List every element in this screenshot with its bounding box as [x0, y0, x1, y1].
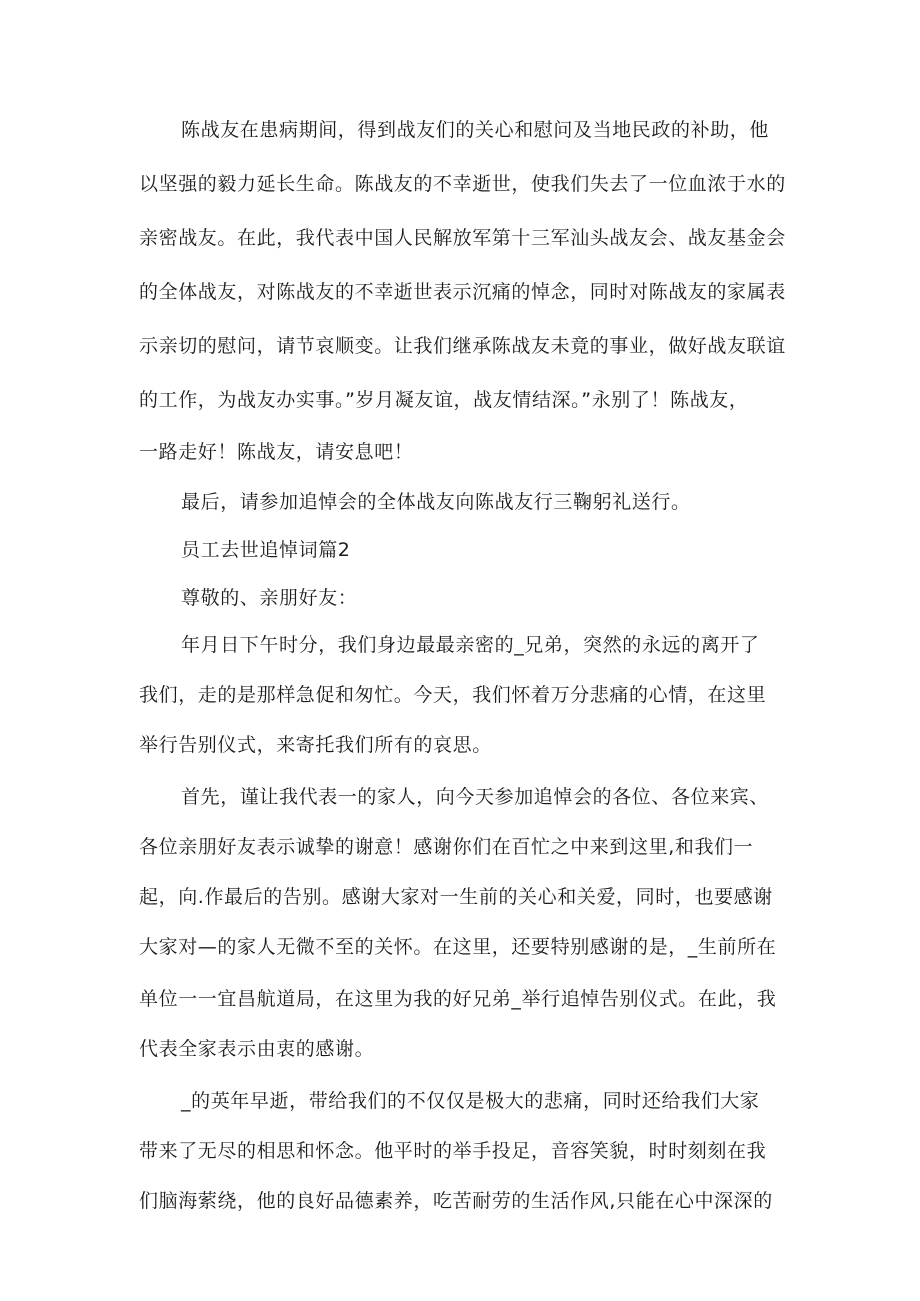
text-line: 起，向.作最后的告别。感谢大家对一生前的关心和关爱，同时，也要感谢 [139, 886, 773, 908]
text-line: 我们，走的是那样急促和匆忙。今天，我们怀着万分悲痛的心情，在这里 [139, 684, 767, 706]
text-line: 年月日下午时分，我们身边最最亲密的_兄弟，突然的永远的离开了 [181, 634, 760, 656]
salutation: 尊敬的、亲朋好友： [181, 587, 358, 609]
text-line: 最后，请参加追悼会的全体战友向陈战友行三鞠躬礼送行。 [181, 491, 691, 513]
text-line: 举行告别仪式，来寄托我们所有的哀思。 [139, 734, 492, 756]
text-line: 带来了无尽的相思和怀念。他平时的举手投足，音容笑貌，时时刻刻在我 [139, 1140, 767, 1162]
text-line: 单位一一宜昌航道局，在这里为我的好兄弟_举行追悼告别仪式。在此，我 [139, 988, 777, 1010]
text-line: 一路走好！陈战友，请安息吧！ [139, 441, 414, 463]
text-line: 代表全家表示由衷的感谢。 [139, 1038, 375, 1060]
section-heading: 员工去世追悼词篇2 [181, 539, 351, 561]
text-line: 首先，谨让我代表一的家人，向今天参加追悼会的各位、各位来宾、 [181, 786, 770, 808]
text-line: 各位亲朋好友表示诚挚的谢意！感谢你们在百忙之中来到这里,和我们一 [139, 836, 754, 858]
text-line: 大家对—的家人无微不至的关怀。在这里，还要特别感谢的是，_生前所在 [139, 936, 777, 958]
text-line: 以坚强的毅力延长生命。陈战友的不幸逝世，使我们失去了一位血浓于水的 [139, 173, 786, 195]
text-line: 的全体战友，对陈战友的不幸逝世表示沉痛的悼念，同时对陈战友的家属表 [139, 281, 786, 303]
text-line: 示亲切的慰问，请节哀顺变。让我们继承陈战友未竟的事业，做好战友联谊 [139, 335, 786, 357]
text-line: 陈战友在患病期间，得到战友们的关心和慰问及当地民政的补助，他 [181, 119, 770, 141]
text-line: _的英年早逝，带给我们的不仅仅是极大的悲痛，同时还给我们大家 [181, 1090, 760, 1112]
text-line: 的工作，为战友办实事。”岁月凝友谊，战友情结深。”永别了！陈战友， [139, 389, 749, 411]
text-line: 亲密战友。在此，我代表中国人民解放军第十三军汕头战友会、战友基金会 [139, 227, 786, 249]
text-line: 们脑海萦绕，他的良好品德素养，吃苦耐劳的生活作风,只能在心中深深的 [139, 1190, 773, 1212]
